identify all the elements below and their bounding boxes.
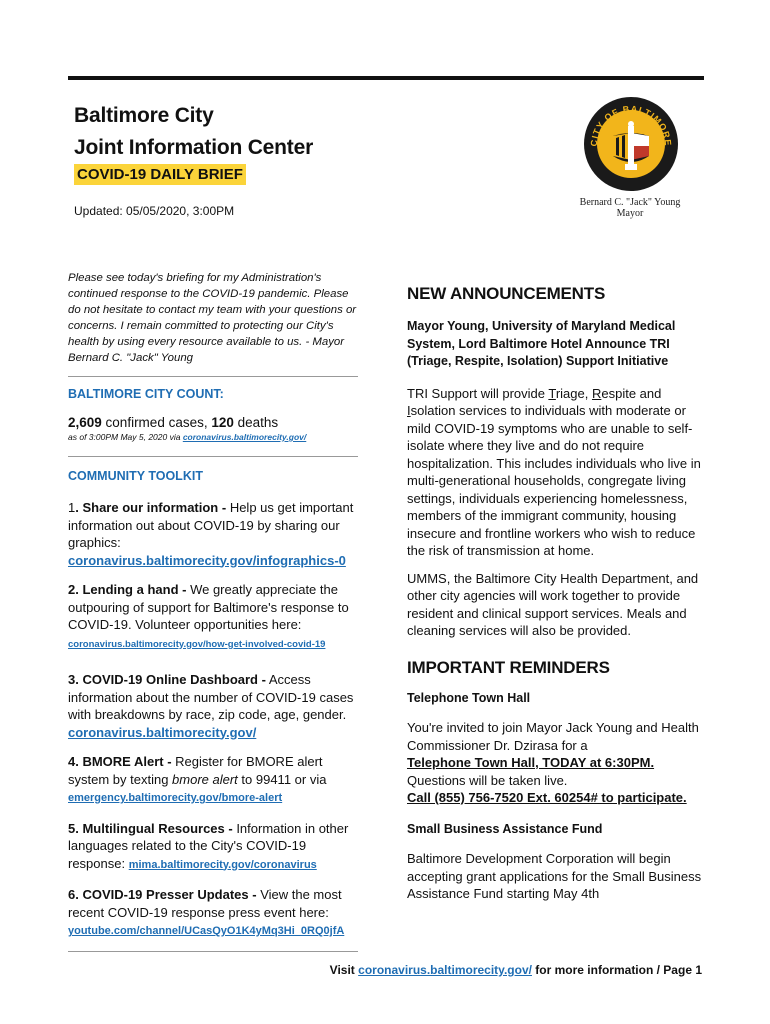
town-hall-text: You're invited to join Mayor Jack Young and Health Commissioner Dr. Dzirasa for a: [407, 720, 699, 753]
text-span: espite and: [601, 385, 662, 401]
text-span: R: [591, 385, 602, 401]
toolkit-item-text: to 99411 or via: [237, 771, 327, 787]
city-count-heading: BALTIMORE CITY COUNT:: [68, 387, 224, 401]
page-footer: [330, 963, 702, 977]
toolkit-item-italic: bmore alert: [172, 771, 238, 787]
text-span: solation services to individuals with moderate or mild COVID-19 symptoms who are unable to self-isolate where they live and do not require hospitalization. This includes individuals who live in multi-generational households, congregate living settings, individuals experiencing homelessness, members of the immigrant community, housing insecure and frontline workers who wish to reduce the risk of transmission at home.: [407, 403, 701, 558]
page-title: [74, 100, 313, 164]
toolkit-item-text: Register for BMORE alert system by texting: [68, 754, 323, 787]
announcement-paragraph-1: [407, 385, 707, 560]
town-hall-paragraph: [407, 719, 707, 807]
cases-label: confirmed cases,: [101, 415, 212, 430]
toolkit-item-3: [68, 671, 358, 741]
toolkit-item-1: [68, 499, 358, 569]
mayor-name: Bernard C. "Jack" Young: [579, 197, 681, 208]
bmore-alert-link[interactable]: emergency.baltimorecity.gov/bmore-alert: [68, 792, 283, 804]
text-span: I: [407, 403, 411, 418]
toolkit-item-title: 2. Lending a hand -: [68, 582, 187, 597]
town-hall-call[interactable]: Call (855) 756-7520 Ext. 60254# to participate.: [407, 790, 687, 805]
text-span: riage,: [555, 385, 592, 401]
toolkit-heading: COMMUNITY TOOLKIT: [68, 469, 203, 483]
volunteer-link[interactable]: coronavirus.baltimorecity.gov/how-get-involved-covid-19: [68, 638, 326, 650]
text-span: TRI Support will provide: [407, 385, 549, 401]
presser-link[interactable]: youtube.com/channel/UCasQyO1K4yMq3Hi_0RQ0jfA: [68, 925, 345, 937]
mayor-signature: [566, 197, 694, 219]
toolkit-item-title: 3. COVID-19 Online Dashboard -: [68, 672, 266, 687]
cases-number: 2,609: [68, 415, 102, 430]
divider: [68, 456, 358, 457]
footer-prefix: Visit: [329, 963, 359, 977]
multilingual-link[interactable]: mima.baltimorecity.gov/coronavirus: [128, 858, 317, 871]
left-column: [68, 270, 358, 952]
case-count: [68, 415, 358, 430]
updated-timestamp: Updated: 05/05/2020, 3:00PM: [74, 204, 235, 218]
title-line-1: Baltimore City: [74, 104, 214, 127]
toolkit-item-5: [68, 820, 358, 875]
count-source-link[interactable]: coronavirus.baltimorecity.gov/: [182, 432, 307, 442]
toolkit-item-2: [68, 581, 358, 653]
divider: [68, 951, 358, 952]
footer-suffix: for more information / Page 1: [531, 963, 702, 977]
town-hall-questions: Questions will be taken live.: [407, 772, 568, 788]
toolkit-item-title: 5. Multilingual Resources -: [68, 820, 233, 836]
sbaf-heading: Small Business Assistance Fund: [407, 821, 603, 836]
toolkit-item-title: . Share our information -: [75, 500, 227, 515]
toolkit-item-4: [68, 753, 358, 808]
toolkit-item-text: Access information about the number of COVID-19 cases with breakdowns by race, zip code, age, gender.: [68, 672, 354, 722]
reminders-heading: IMPORTANT REMINDERS: [407, 657, 610, 677]
dashboard-link[interactable]: coronavirus.baltimorecity.gov/: [68, 724, 257, 740]
announcement-paragraph-2: UMMS, the Baltimore City Health Department, and other city agencies will work together to provide resident and clinical support services. Meals and cleaning services will also be provided.: [407, 570, 699, 638]
infographics-link[interactable]: coronavirus.baltimorecity.gov/infographics-0: [68, 552, 346, 568]
right-column: [407, 284, 707, 903]
title-line-2: Joint Information Center: [74, 136, 314, 159]
toolkit-item-title: 6. COVID-19 Presser Updates -: [68, 887, 257, 902]
toolkit-item-6: [68, 886, 358, 941]
footer-link[interactable]: coronavirus.baltimorecity.gov/: [358, 963, 532, 977]
town-hall-time: Telephone Town Hall, TODAY at 6:30PM.: [407, 755, 655, 770]
divider: [68, 376, 358, 377]
announcements-heading: NEW ANNOUNCEMENTS: [407, 284, 606, 303]
toolkit-item-text: Help us get important information out about COVID-19 by sharing our graphics:: [68, 500, 354, 550]
mayor-title: Mayor: [616, 208, 644, 219]
count-source: [68, 432, 358, 442]
toolkit-item-title: 4. BMORE Alert -: [68, 754, 172, 769]
deaths-number: 120: [211, 415, 234, 430]
toolkit-item-text: We greatly appreciate the outpouring of support for Baltimore's response to COVID-19. Volunteer opportunities here:: [68, 582, 349, 632]
daily-brief-badge: COVID-19 DAILY BRIEF: [74, 164, 246, 185]
announcement-subhead: Mayor Young, University of Maryland Medical System, Lord Baltimore Hotel Announce TRI (Triage, Respite, Isolation) Support Initiative: [407, 319, 676, 368]
text-span: T: [548, 385, 556, 401]
toolkit-item-text: View the most recent COVID-19 response press event here:: [68, 887, 342, 920]
mayor-intro: Please see today's briefing for my Administration's continued response to the COVID-19 pandemic. Please do not hesitate to contact my team with your questions or concerns. I remain committed to protecting our City's health by using every resource available to us. - Mayor Bernard C. "Jack" Young: [68, 272, 357, 364]
toolkit-item-number: 1: [68, 500, 76, 515]
top-rule: [68, 76, 704, 80]
sbaf-paragraph: Baltimore Development Corporation will begin accepting grant applications for the Small Business Assistance Fund starting May 4th: [407, 851, 702, 901]
toolkit-item-text: Information in other languages related to the City's COVID-19 response:: [68, 820, 349, 871]
deaths-label: deaths: [233, 415, 279, 430]
asof-text: as of 3:00PM May 5, 2020 via: [68, 432, 183, 442]
seal-text: CITY OF BALTIMORE: [588, 103, 674, 147]
city-seal-icon: [583, 96, 679, 192]
town-hall-heading: Telephone Town Hall: [407, 690, 531, 705]
